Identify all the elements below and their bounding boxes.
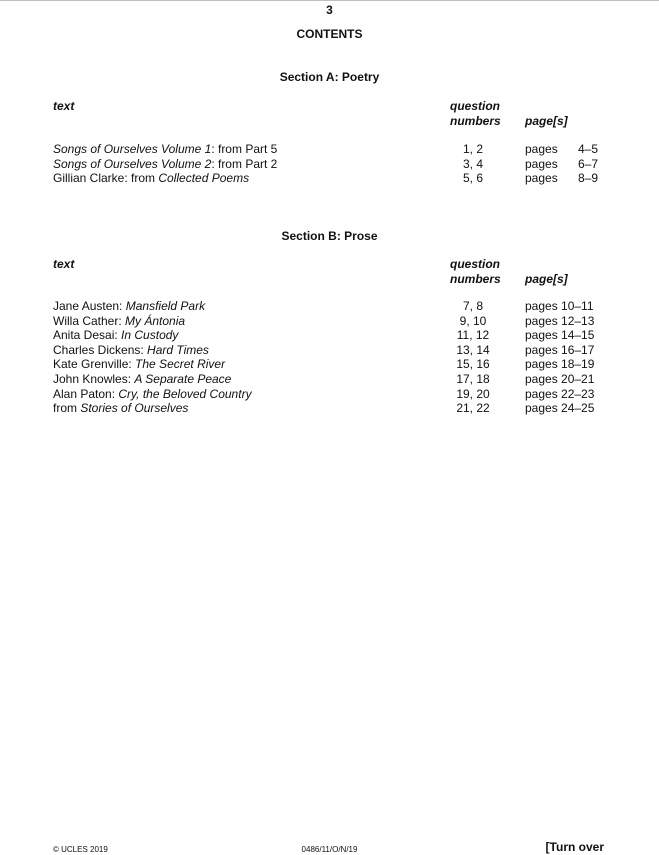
title-italic: Songs of Ourselves Volume 2 — [53, 156, 212, 171]
contents-title: CONTENTS — [296, 27, 363, 41]
pages-value: pages 22–23 — [525, 386, 595, 401]
text-title — [53, 343, 209, 358]
question-numbers: 1, 2 — [462, 142, 483, 156]
title-italic: Songs of Ourselves Volume 1 — [53, 142, 212, 156]
text-title — [53, 387, 252, 402]
title-italic: Cry, the Beloved Country — [118, 386, 252, 401]
pages-range: 8–9 — [577, 171, 598, 186]
title-plain: John Knowles: — [53, 371, 135, 386]
pages-value: pages 20–21 — [525, 371, 595, 386]
footer-exam-code: 0486/11/O/N/19 — [301, 845, 358, 854]
title-plain: Charles Dickens: — [53, 342, 148, 357]
pages-value: pages 14–15 — [525, 328, 595, 343]
text-title — [53, 171, 249, 186]
section-title: Section A: Poetry — [279, 70, 380, 84]
column-header-text: text — [53, 257, 75, 271]
title-italic: Stories of Ourselves — [80, 401, 189, 416]
text-title — [53, 328, 178, 343]
title-plain: Anita Desai: — [53, 328, 122, 343]
question-numbers: 19, 20 — [456, 386, 490, 401]
pages-value: pages 16–17 — [525, 342, 595, 357]
table-row — [0, 142, 659, 157]
question-numbers: 3, 4 — [462, 156, 483, 171]
text-title — [53, 157, 277, 172]
column-header-questions-line1: question — [450, 257, 500, 271]
table-row — [0, 357, 659, 372]
column-header-questions-line1: question — [450, 99, 500, 113]
title-rest: : from Part 2 — [211, 156, 278, 171]
pages-value: pages 24–25 — [525, 401, 595, 416]
section-b-rows — [0, 299, 659, 416]
column-header-questions-line2: numbers — [450, 114, 501, 128]
title-rest: : from Part 5 — [211, 142, 278, 156]
title-plain: Alan Paton: — [53, 386, 119, 401]
text-title — [53, 401, 188, 416]
title-plain: Jane Austen: — [53, 299, 126, 313]
title-plain: Gillian Clarke: from — [53, 171, 159, 186]
table-row — [0, 387, 659, 402]
title-italic: Collected Poems — [158, 171, 250, 186]
question-numbers: 9, 10 — [459, 313, 487, 328]
question-numbers: 13, 14 — [456, 342, 490, 357]
question-numbers: 17, 18 — [456, 371, 490, 386]
pages-range: 4–5 — [577, 142, 598, 156]
title-italic: The Secret River — [135, 357, 226, 372]
question-numbers: 11, 12 — [456, 328, 490, 343]
title-italic: Mansfield Park — [125, 299, 206, 313]
pages-value: pages 10–11 — [525, 299, 594, 313]
table-row — [0, 299, 659, 314]
table-row — [0, 157, 659, 172]
pages-label: pages — [525, 171, 558, 186]
title-italic: In Custody — [121, 328, 179, 343]
footer-turn-over: [Turn over — [545, 840, 604, 854]
pages-range: 6–7 — [577, 156, 598, 171]
top-rule — [0, 0, 659, 1]
pages-label: pages — [525, 142, 558, 156]
question-numbers: 7, 8 — [462, 299, 483, 313]
section-a-rows — [0, 142, 659, 186]
text-title — [53, 372, 231, 387]
title-italic: My Ántonia — [125, 313, 186, 328]
title-plain: from — [53, 401, 81, 416]
pages-value: pages 12–13 — [525, 313, 595, 328]
column-header-pages: page[s] — [525, 272, 568, 286]
column-header-questions — [450, 99, 502, 129]
section-title: Section B: Prose — [281, 229, 378, 243]
page-number: 3 — [326, 3, 333, 17]
table-row — [0, 372, 659, 387]
column-header-text: text — [53, 99, 75, 113]
pages-value: pages 18–19 — [525, 357, 595, 372]
question-numbers: 21, 22 — [456, 401, 490, 416]
text-title — [53, 357, 225, 372]
table-row — [0, 401, 659, 416]
column-header-questions — [450, 257, 502, 287]
title-plain: Kate Grenville: — [53, 357, 136, 372]
title-plain: Willa Cather: — [53, 313, 126, 328]
question-numbers: 15, 16 — [456, 357, 490, 372]
title-italic: Hard Times — [147, 342, 209, 357]
pages-label: pages — [525, 156, 558, 171]
column-header-pages: page[s] — [525, 114, 568, 128]
table-row — [0, 314, 659, 329]
table-row — [0, 171, 659, 186]
question-numbers: 5, 6 — [462, 171, 483, 186]
text-title — [53, 299, 205, 314]
footer-copyright: © UCLES 2019 — [53, 845, 108, 854]
text-title — [53, 314, 185, 329]
column-header-questions-line2: numbers — [450, 272, 501, 286]
title-italic: A Separate Peace — [134, 371, 232, 386]
table-row — [0, 328, 659, 343]
table-row — [0, 343, 659, 358]
text-title — [53, 142, 277, 157]
